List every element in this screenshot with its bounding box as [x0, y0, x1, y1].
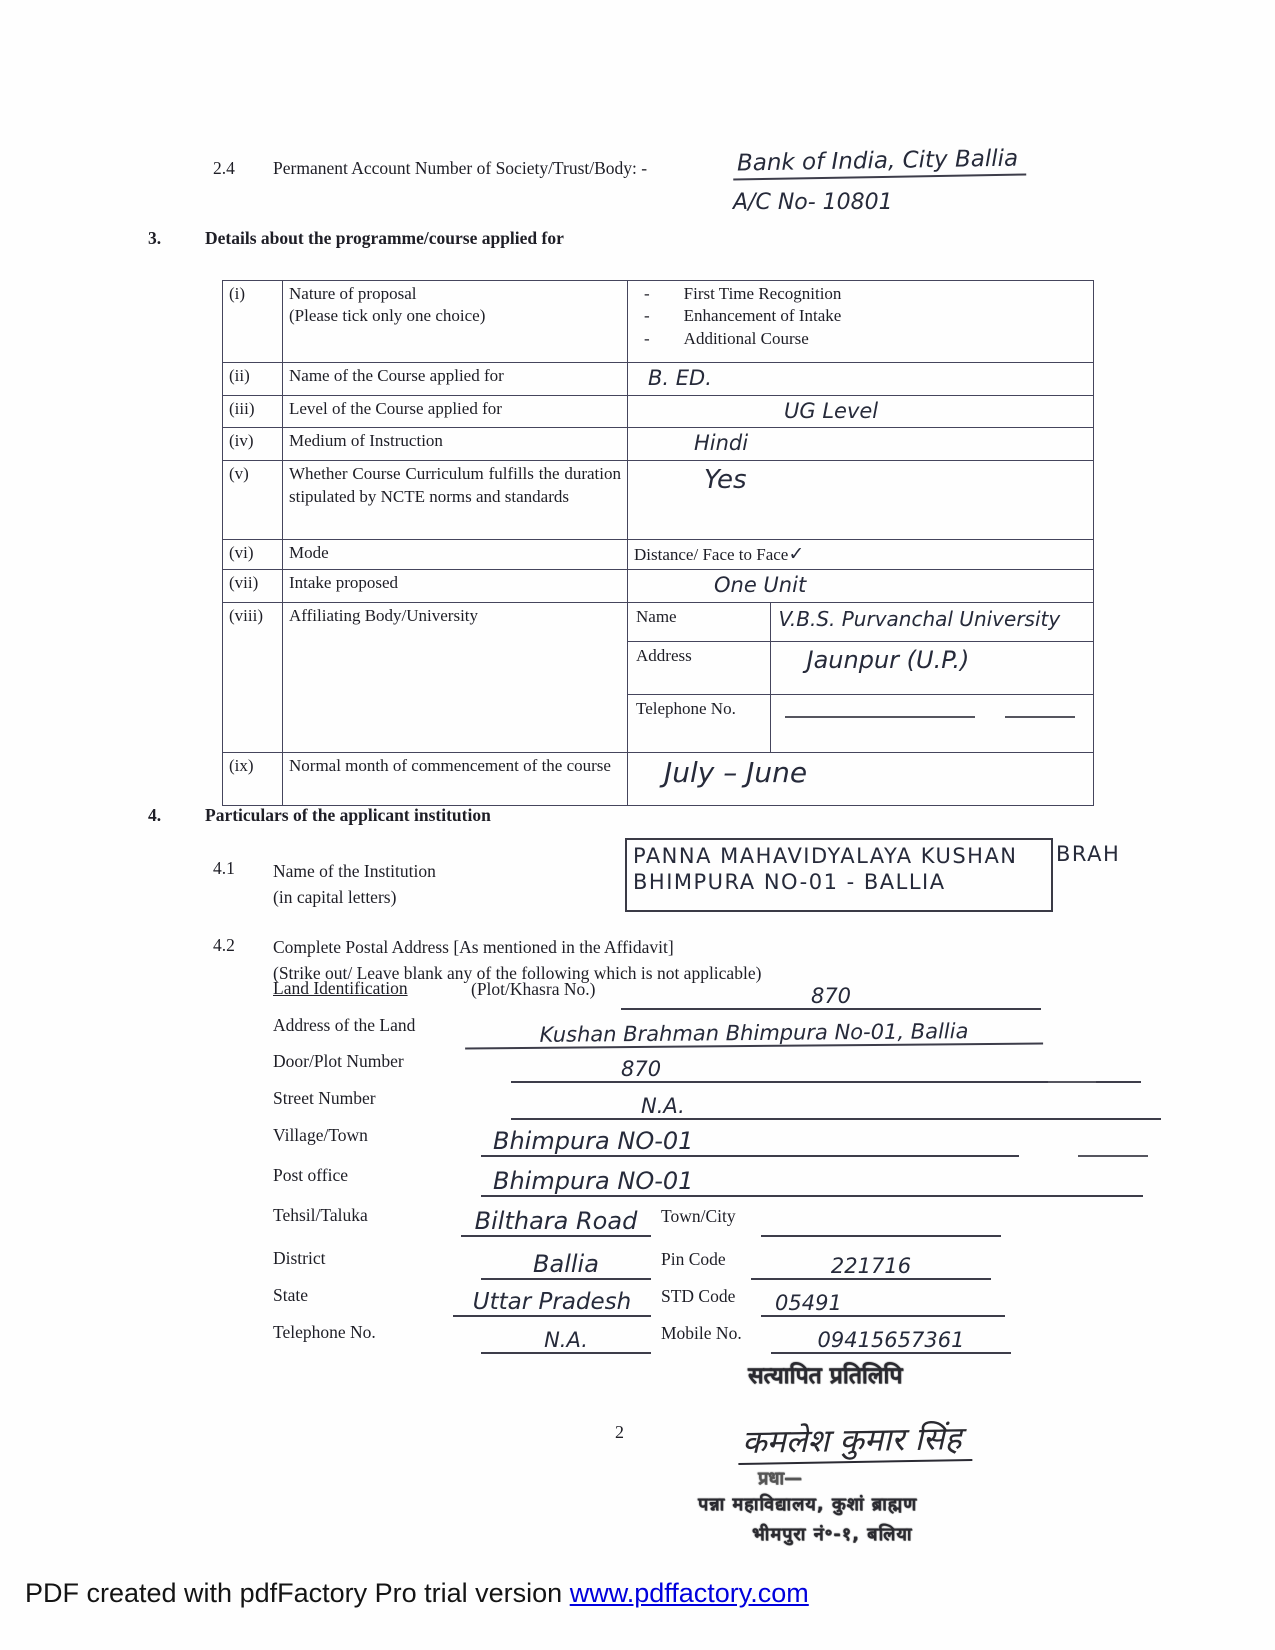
- bullet-dash: -: [644, 328, 650, 348]
- row-vi-sno: (vi): [223, 540, 283, 570]
- table-row: [223, 281, 1094, 363]
- land-identification-label: Land Identification: [273, 978, 408, 998]
- section-3-number: 3.: [148, 228, 162, 248]
- table-row: [223, 428, 1094, 461]
- row-ii-sno: (ii): [223, 363, 283, 396]
- field-handwritten-value: 870: [511, 1057, 1141, 1083]
- table-row: [223, 461, 1094, 540]
- row-v-label: Whether Course Curriculum fulfills the duration stipulated by NCTE norms and standards: [283, 461, 628, 540]
- row-vi-printed-value: Distance/ Face to Face: [634, 545, 789, 565]
- field-telephone: [273, 1320, 1153, 1354]
- field-label-2: Mobile No.: [661, 1323, 742, 1343]
- item-4-1-number: 4.1: [213, 858, 235, 878]
- option-label: First Time Recognition: [683, 284, 842, 303]
- section-4-number: 4.: [148, 805, 162, 825]
- option-first-time: [634, 283, 1087, 305]
- row-i-sno: (i): [223, 281, 283, 363]
- bullet-dash: -: [644, 284, 650, 303]
- row-iii-value-cell: [628, 395, 1094, 428]
- row-ix-handwritten-value: July – June: [664, 755, 808, 789]
- field-handwritten-value-2: 09415657361: [771, 1328, 1011, 1354]
- item-4-2-number: 4.2: [213, 935, 235, 955]
- row-i-label: [283, 281, 628, 363]
- row-v-value-cell: [628, 461, 1094, 540]
- table-row: [223, 570, 1094, 603]
- blank-line: [785, 716, 975, 718]
- field-handwritten-value: Bhimpura NO-01: [481, 1127, 1019, 1157]
- handwritten-signature: कमलेश कुमार सिंह: [738, 1416, 972, 1465]
- row-iv-handwritten-value: Hindi: [694, 431, 749, 456]
- field-handwritten-value: Uttar Pradesh: [453, 1289, 651, 1317]
- pdffactory-footer: [25, 1578, 809, 1609]
- row-iii-handwritten-value: UG Level: [784, 398, 879, 423]
- field-tehsil-taluka: [273, 1203, 1153, 1237]
- row-v-sno: (v): [223, 461, 283, 540]
- option-enhancement: [634, 305, 1087, 327]
- affiliating-name-handwritten: V.B.S. Purvanchal University: [778, 606, 1061, 631]
- row-ii-value-cell: [628, 363, 1094, 396]
- field-label: Village/Town: [273, 1125, 368, 1145]
- plot-khasra-handwritten-value: 870: [621, 984, 1041, 1010]
- field-label: District: [273, 1248, 326, 1268]
- field-handwritten-value-2: 221716: [751, 1254, 991, 1280]
- pan-handwritten-value: Bank of India, City Ballia: [733, 145, 1027, 180]
- table-row: [628, 642, 1093, 695]
- row-vii-label: Intake proposed: [283, 570, 628, 603]
- row-ix-sno: (ix): [223, 752, 283, 805]
- signature-designation: प्रधा—: [758, 1468, 802, 1489]
- row-vii-handwritten-value: One Unit: [714, 573, 807, 598]
- field-label: Telephone No.: [273, 1322, 376, 1342]
- row-iii-sno: (iii): [223, 395, 283, 428]
- field-land-identification: [273, 976, 1073, 1010]
- table-row: [223, 752, 1094, 805]
- row-i-options: [628, 281, 1094, 363]
- programme-table: [222, 280, 1094, 806]
- table-row: [628, 695, 1093, 752]
- field-street-number: [273, 1086, 1073, 1120]
- item-4-1-label-line1: Name of the Institution: [273, 861, 436, 881]
- row-viii-sno: (viii): [223, 602, 283, 752]
- institution-name-line2: BHIMPURA NO-01 - BALLIA: [633, 870, 946, 894]
- field-label-2: Town/City: [661, 1206, 736, 1226]
- option-label: Additional Course: [683, 328, 809, 348]
- institution-name-box: [625, 838, 1053, 912]
- row-vi-value-cell: [628, 540, 1094, 570]
- affiliating-phone-label: Telephone No.: [636, 699, 736, 719]
- footer-text: PDF created with pdfFactory Pro trial version: [25, 1578, 570, 1608]
- institution-name-line1: PANNA MAHAVIDYALAYA KUSHAN: [633, 844, 1018, 868]
- row-vii-sno: (vii): [223, 570, 283, 603]
- blank-line: [1048, 1081, 1096, 1083]
- section-3-title: Details about the programme/course applied for: [205, 228, 564, 248]
- field-label: Door/Plot Number: [273, 1051, 404, 1071]
- table-row: [223, 363, 1094, 396]
- field-label: Address of the Land: [273, 1015, 416, 1035]
- pan-handwritten-account-no: A/C No- 10801: [733, 190, 893, 215]
- field-label-2: Pin Code: [661, 1249, 726, 1269]
- field-handwritten-value: Ballia: [481, 1250, 651, 1280]
- bullet-dash: -: [644, 306, 650, 326]
- section-4-title: Particulars of the applicant institution: [205, 805, 491, 825]
- option-label: Enhancement of Intake: [683, 306, 842, 326]
- item-4-1-label: [273, 858, 436, 911]
- field-handwritten-value: Bhimpura NO-01: [481, 1167, 1143, 1197]
- row-ix-value-cell: [628, 752, 1094, 805]
- blank-line: [761, 1235, 1001, 1237]
- row-ii-handwritten-value: B. ED.: [648, 366, 712, 390]
- field-village-town: [273, 1123, 1073, 1157]
- row-iv-sno: (iv): [223, 428, 283, 461]
- row-viii-value-cell: [628, 602, 1094, 752]
- institution-name-overflow: BRAH: [1056, 842, 1121, 866]
- table-row: [628, 603, 1093, 642]
- checkmark-icon: ✓: [788, 543, 805, 566]
- option-additional: [634, 328, 1087, 350]
- field-door-plot-number: [273, 1049, 1073, 1083]
- field-handwritten-value: N.A.: [481, 1328, 651, 1354]
- affiliating-phone-cell: [770, 695, 1093, 752]
- certified-copy-stamp-text: सत्यापित प्रतिलिपि: [748, 1363, 903, 1389]
- institution-stamp-line1: पन्ना महाविद्यालय, कुशां ब्राह्मण: [698, 1494, 918, 1515]
- field-handwritten-value: Kushan Brahman Bhimpura No-01, Ballia: [465, 1018, 1043, 1049]
- row-iv-label: Medium of Instruction: [283, 428, 628, 461]
- item-4-2-label-line1: Complete Postal Address [As mentioned in the Affidavit]: [273, 937, 674, 957]
- blank-line: [1078, 1155, 1148, 1157]
- item-4-2-label-line2: (Strike out/ Leave blank any of the following which is not applicable): [273, 962, 762, 983]
- affiliating-name-label: Name: [628, 603, 770, 642]
- row-i-label-line1: Nature of proposal: [289, 284, 417, 303]
- row-vi-label: Mode: [283, 540, 628, 570]
- row-i-label-line2: (Please tick only one choice): [289, 306, 486, 326]
- table-row: [223, 395, 1094, 428]
- plot-khasra-label: (Plot/Khasra No.): [471, 979, 596, 999]
- field-handwritten-value: N.A.: [511, 1094, 1161, 1120]
- row-ix-label: Normal month of commencement of the course: [283, 752, 628, 805]
- affiliating-body-subtable: [628, 603, 1093, 752]
- pdffactory-link[interactable]: www.pdffactory.com: [569, 1578, 809, 1608]
- field-label-2: STD Code: [661, 1286, 736, 1306]
- row-iv-value-cell: [628, 428, 1094, 461]
- field-label: Tehsil/Taluka: [273, 1205, 368, 1225]
- page-number: 2: [615, 1422, 624, 1442]
- institution-stamp-line2: भीमपुरा नं॰-१, बलिया: [752, 1524, 913, 1545]
- row-vii-value-cell: [628, 570, 1094, 603]
- blank-line: [1005, 716, 1075, 718]
- table-row: [223, 602, 1094, 752]
- field-handwritten-value-2: 05491: [761, 1291, 1005, 1317]
- table-row: [223, 540, 1094, 570]
- affiliating-address-cell: [770, 642, 1093, 695]
- row-ii-label: Name of the Course applied for: [283, 363, 628, 396]
- field-state: [273, 1283, 1153, 1317]
- field-district: [273, 1246, 1153, 1280]
- field-post-office: [273, 1163, 1073, 1197]
- field-address-of-land: [273, 1013, 1073, 1047]
- field-label: Post office: [273, 1165, 349, 1185]
- pan-item-label: Permanent Account Number of Society/Trust/Body: -: [273, 158, 648, 178]
- row-v-handwritten-value: Yes: [704, 465, 747, 496]
- affiliating-address-label: Address: [628, 642, 770, 695]
- affiliating-name-cell: [770, 603, 1093, 642]
- field-label: State: [273, 1285, 308, 1305]
- field-label: Street Number: [273, 1088, 376, 1108]
- pan-item-number: 2.4: [213, 158, 235, 178]
- field-handwritten-value: Bilthara Road: [461, 1207, 651, 1237]
- item-4-1-label-line2: (in capital letters): [273, 887, 397, 908]
- row-iii-label: Level of the Course applied for: [283, 395, 628, 428]
- affiliating-address-handwritten: Jaunpur (U.P.): [806, 646, 970, 675]
- row-viii-label: Affiliating Body/University: [283, 602, 628, 752]
